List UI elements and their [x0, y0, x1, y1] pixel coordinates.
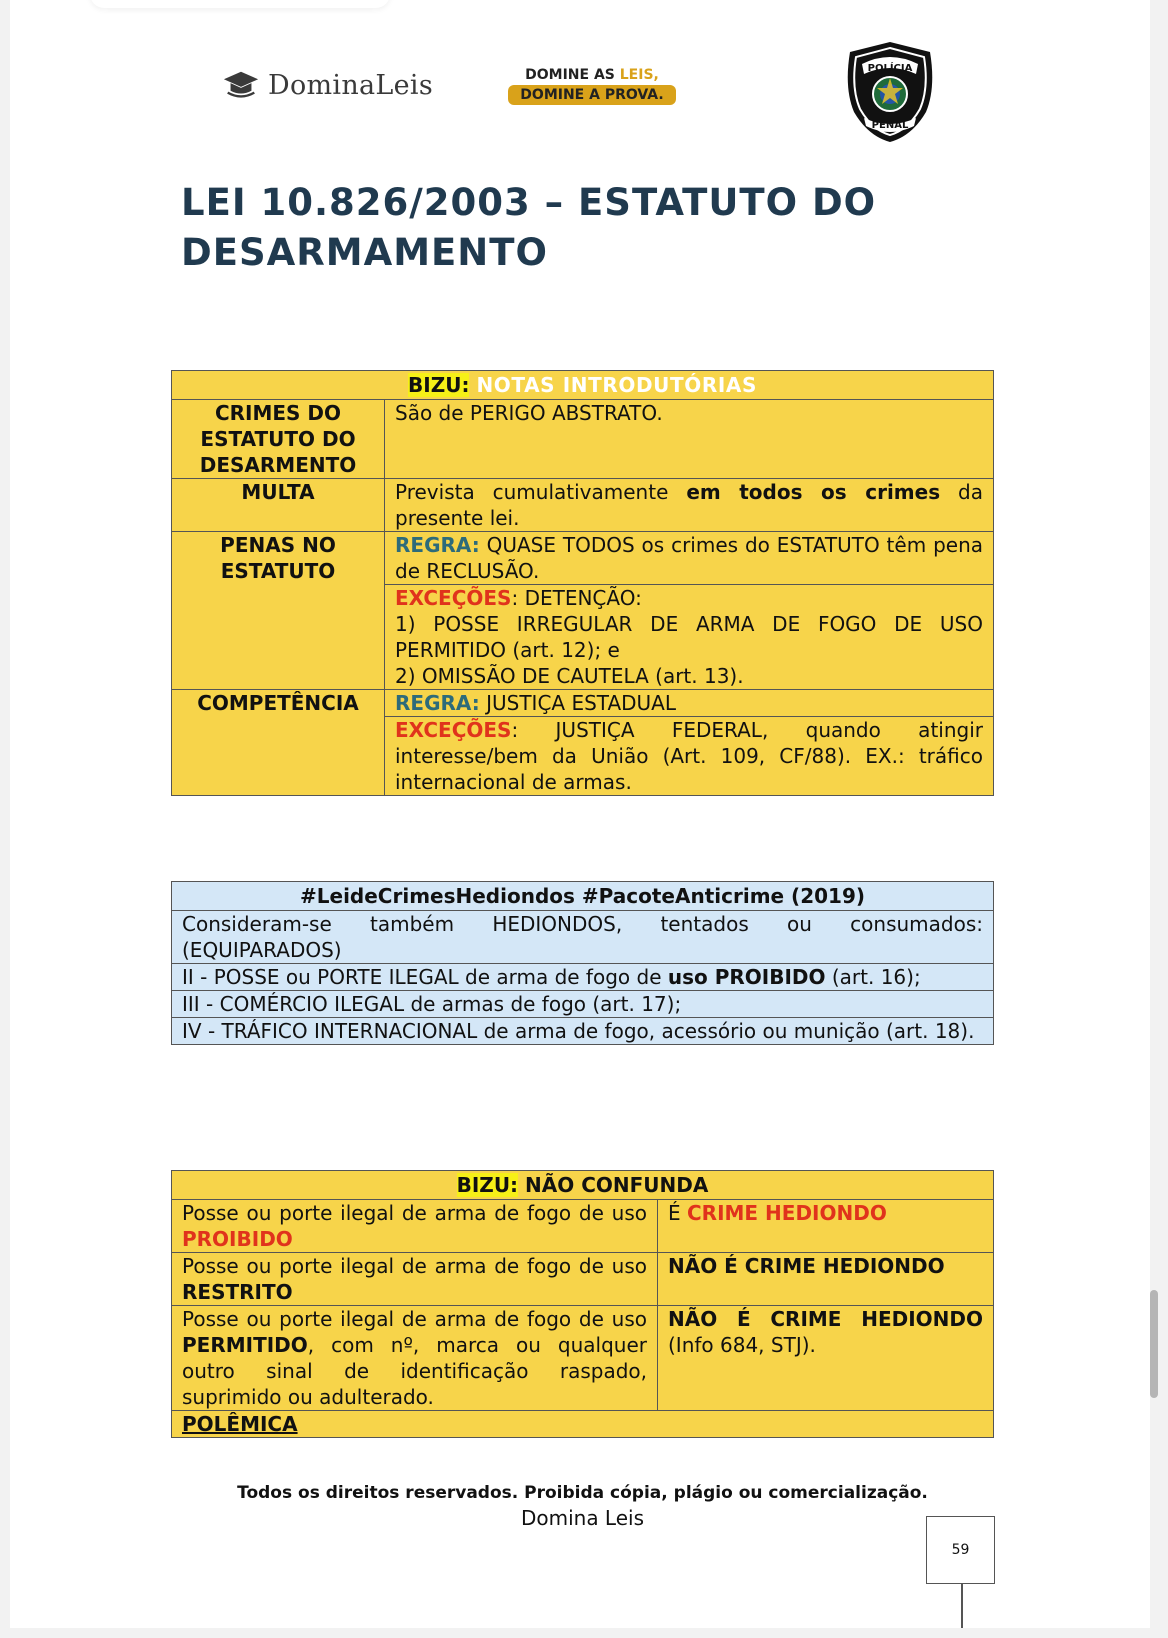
page-number: 59	[926, 1516, 995, 1584]
row-label: MULTA	[172, 479, 385, 532]
dominaleis-logo	[222, 66, 433, 104]
domine-as-leis-logo	[504, 66, 680, 105]
bizu-notas-introdutorias-table	[171, 370, 994, 796]
row-label: COMPETÊNCIA	[172, 690, 385, 796]
table-row	[172, 882, 994, 911]
row-content: REGRA: QUASE TODOS os crimes do ESTATUTO têm pena de RECLUSÃO.	[385, 532, 994, 585]
row-right: É CRIME HEDIONDO	[658, 1200, 994, 1253]
row-left: Posse ou porte ilegal de arma de fogo de uso PERMITIDO, com nº, marca ou qualquer outro sinal de identificação raspado, suprimido ou adulterado.	[172, 1306, 658, 1411]
svg-text:PENAL: PENAL	[871, 120, 909, 131]
footer-brand: Domina Leis	[520, 1506, 645, 1530]
table-row	[172, 911, 994, 964]
table-row	[172, 1200, 994, 1253]
row-label: CRIMES DO ESTATUTO DO DESARMENTO	[172, 400, 385, 479]
top-tab-remnant	[90, 0, 390, 8]
table-row	[172, 690, 994, 717]
row-right: NÃO É CRIME HEDIONDO	[658, 1253, 994, 1306]
row-content: São de PERIGO ABSTRATO.	[385, 400, 994, 479]
logo-slogan-line2: DOMINE A PROVA.	[508, 85, 675, 105]
table-row	[172, 991, 994, 1018]
graduation-cap-icon	[222, 66, 260, 104]
table-row	[172, 532, 994, 585]
polemica-label: POLÊMICA	[172, 1411, 994, 1438]
row-content: Prevista cumulativamente em todos os crimes da presente lei.	[385, 479, 994, 532]
table-row	[172, 1253, 994, 1306]
table-row	[172, 400, 994, 479]
table-row	[172, 479, 994, 532]
copyright-notice: Todos os direitos reservados. Proibida cópia, plágio ou comercialização.	[237, 1483, 928, 1503]
table-header: BIZU: NÃO CONFUNDA	[172, 1171, 994, 1200]
table-header: BIZU: NOTAS INTRODUTÓRIAS	[172, 371, 994, 400]
row-content: III - COMÉRCIO ILEGAL de armas de fogo (art. 17);	[172, 991, 994, 1018]
crimes-hediondos-table	[171, 881, 994, 1045]
dominaleis-logo-text: DominaLeis	[268, 69, 434, 101]
policia-penal-badge-icon	[840, 38, 940, 144]
scrollbar-thumb[interactable]	[1150, 1290, 1158, 1398]
table-row	[172, 1171, 994, 1200]
row-right: NÃO É CRIME HEDIONDO (Info 684, STJ).	[658, 1306, 994, 1411]
row-content: II - POSSE ou PORTE ILEGAL de arma de fogo de uso PROIBIDO (art. 16);	[172, 964, 994, 991]
row-content: Consideram-se também HEDIONDOS, tentados ou consumados: (EQUIPARADOS)	[172, 911, 994, 964]
table-row	[172, 1306, 994, 1411]
row-content: EXCEÇÕES: JUSTIÇA FEDERAL, quando atingir interesse/bem da União (Art. 109, CF/88). EX.: tráfico internacional de armas.	[385, 717, 994, 796]
row-content: IV - TRÁFICO INTERNACIONAL de arma de fogo, acessório ou munição (art. 18).	[172, 1018, 994, 1045]
page-number-line	[961, 1583, 963, 1628]
row-label: PENAS NO ESTATUTO	[172, 532, 385, 690]
table-row	[172, 964, 994, 991]
footer	[171, 1481, 994, 1531]
table-row	[172, 1411, 994, 1438]
row-left: Posse ou porte ilegal de arma de fogo de uso PROIBIDO	[172, 1200, 658, 1253]
table-header: #LeideCrimesHediondos #PacoteAnticrime (2019)	[172, 882, 994, 911]
logo-slogan-line1: DOMINE AS LEIS,	[525, 67, 659, 83]
svg-text:POLÍCIA: POLÍCIA	[867, 63, 913, 74]
bizu-nao-confunda-table	[171, 1170, 994, 1438]
page-title: LEI 10.826/2003 – ESTATUTO DO DESARMAMENTO	[181, 181, 877, 274]
row-content: EXCEÇÕES: DETENÇÃO: 1) POSSE IRREGULAR DE ARMA DE FOGO DE USO PERMITIDO (art. 12); e 2) OMISSÃO DE CAUTELA (art. 13).	[385, 585, 994, 690]
row-content: REGRA: JUSTIÇA ESTADUAL	[385, 690, 994, 717]
table-row	[172, 1018, 994, 1045]
row-left: Posse ou porte ilegal de arma de fogo de uso RESTRITO	[172, 1253, 658, 1306]
table-row	[172, 371, 994, 400]
